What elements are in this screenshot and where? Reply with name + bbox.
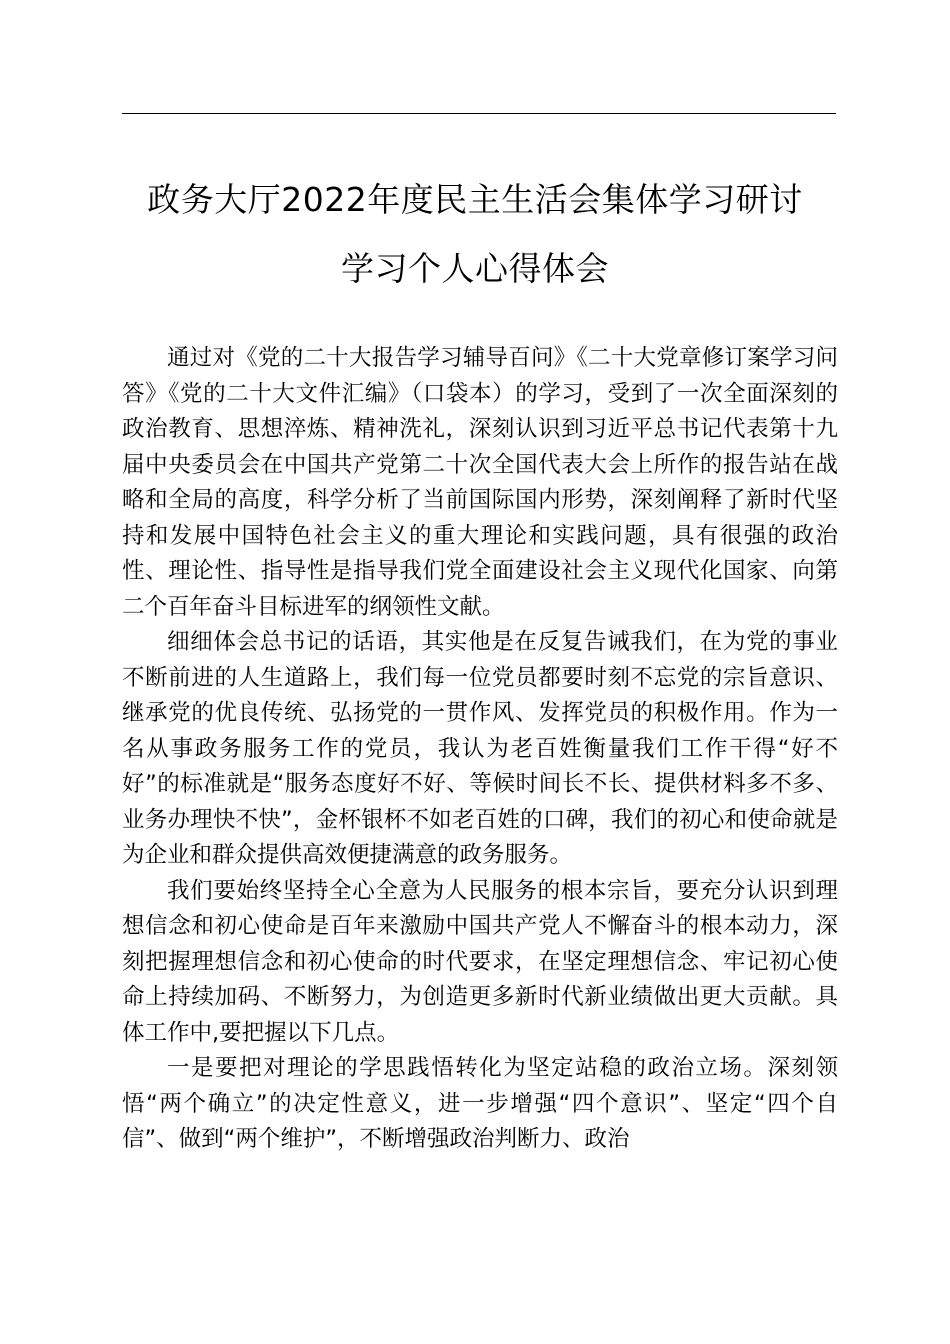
document-body (122, 341, 838, 1158)
paragraph-2: 细细体会总书记的话语，其实他是在反复告诫我们，在为党的事业不断前进的人生道路上，我们每一位党员都要时刻不忘党的宗旨意识、继承党的优良传统、弘扬党的一贯作风、发挥党员的积极作用。作为一名从事政务服务工作的党员，我认为老百姓衡量我们工作干得“好不好”的标准就是“服务态度好不好、等候时间长不长、提供材料多不多、业务办理快不快”，金杯银杯不如老百姓的口碑，我们的初心和使命就是为企业和群众提供高效便捷满意的政务服务。 (122, 629, 838, 868)
paragraph-4: 一是要把对理论的学思践悟转化为坚定站稳的政治立场。深刻领悟“两个确立”的决定性意义，进一步增强“四个意识”、坚定“四个自信”、做到“两个维护”，不断增强政治判断力、政治 (122, 1055, 838, 1152)
paragraph-1: 通过对《党的二十大报告学习辅导百问》《二十大党章修订案学习问答》《党的二十大文件汇编》（口袋本）的学习，受到了一次全面深刻的政治教育、思想淬炼、精神洗礼，深刻认识到习近平总书记代表第十九届中央委员会在中国共产党第二十次全国代表大会上所作的报告站在战略和全局的高度，科学分析了当前国际国内形势，深刻阐释了新时代坚持和发展中国特色社会主义的重大理论和实践问题，具有很强的政治性、理论性、指导性是指导我们党全面建设社会主义现代化国家、向第二个百年奋斗目标进军的纲领性文献。 (122, 345, 838, 620)
paragraph-3: 我们要始终坚持全心全意为人民服务的根本宗旨，要充分认识到理想信念和初心使命是百年来激励中国共产党人不懈奋斗的根本动力，深刻把握理想信念和初心使命的时代要求，在坚定理想信念、牢记初心使命上持续加码、不断努力，为创造更多新时代新业绩做出更大贡献。具体工作中,要把握以下几点。 (122, 877, 838, 1046)
header-rule (122, 113, 836, 114)
document-title-line-2: 学习个人心得体会 (341, 249, 609, 288)
document-title-line-1: 政务大厅2022年度民主生活会集体学习研讨 (147, 180, 803, 219)
